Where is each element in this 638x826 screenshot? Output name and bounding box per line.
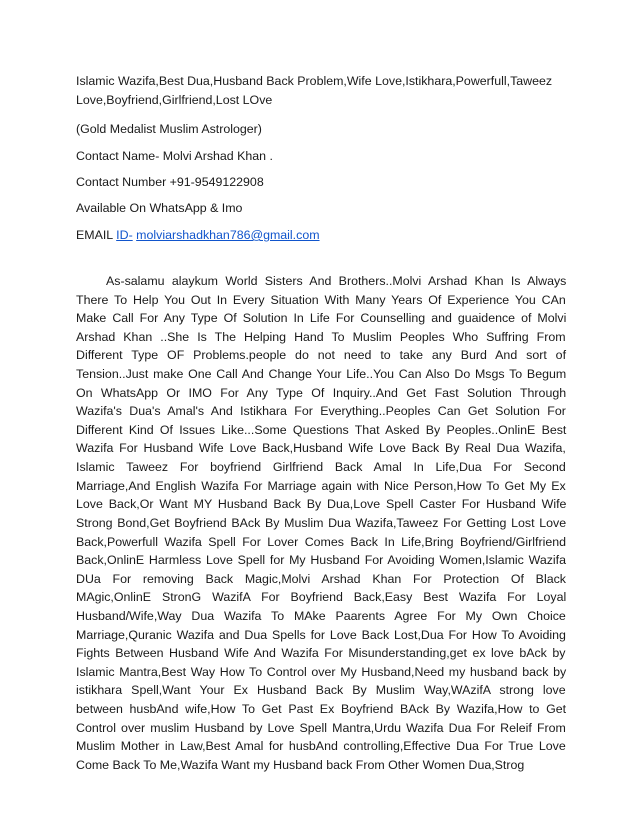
- body-line: Love Back,Or Want MY Husband Back By Dua,Love Spell Caster For Husband Wife: [76, 497, 567, 512]
- title-line-1: Islamic Wazifa,Best Dua,Husband Back Problem,Wife Love,Istikhara,Powerfull,Taweez: [76, 74, 553, 88]
- body-line: Different Type OF Problems.people do not need to take any Burd And sort of: [76, 348, 567, 363]
- subtitle: (Gold Medalist Muslim Astrologer): [76, 122, 262, 136]
- body-line: Make Call For Any Type Of Solution In Life For Counselling and guaidence of Molvi: [76, 311, 567, 326]
- body-line: Different Kind Of Issues Like...Some Questions That Asked By Peoples..OnlinE Best: [76, 422, 567, 437]
- body-line: Tension..Just make One Call And Change Your Life..You Can Also Do Msgs To Begum: [76, 367, 567, 382]
- contact-name: Contact Name- Molvi Arshad Khan .: [76, 149, 273, 163]
- body-line: DUa For removing Back Magic,Molvi Arshad Khan For Protection Of Black: [76, 571, 566, 586]
- title-line-2: Love,Boyfriend,Girlfriend,Lost LOve: [76, 93, 273, 107]
- body-line: Strong Bond,Get Boyfriend BAck By Muslim Dua Wazifa,Taweez For Getting Lost Love: [76, 515, 567, 530]
- availability: Available On WhatsApp & Imo: [76, 201, 243, 215]
- body-line: On WhatsApp Or IMO For Any Type Of Inquiry..And Get Fast Solution Through: [76, 385, 567, 400]
- body-line: There To Help You Out In Every Situation With Many Years Of Experience You CAn: [76, 292, 566, 307]
- body-line: Arshad Khan ..She Is The Helping Hand To Muslim Peoples Who Suffring From: [76, 329, 566, 344]
- body-line: Islamic Taweez For boyfriend Girlfriend Back Amal In Life,Dua For Second: [76, 460, 566, 475]
- body-line: Marriage,Quranic Wazifa and Dua Spells for Love Back Lost,Dua For How To Avoiding: [76, 627, 566, 642]
- email-prefix: EMAIL: [76, 228, 117, 242]
- body-line: between husbAnd wife,How To Get Past Ex Boyfriend BAck By Wazifa,How to Get: [76, 702, 567, 717]
- body-line: Fights Between Husband Wife And Wazifa For Misunderstanding,get ex love bAck by: [76, 646, 566, 661]
- body-line: Come Back To Me,Wazifa Want my Husband back From Other Women Dua,Strog: [76, 757, 525, 772]
- email-line: [76, 227, 320, 243]
- body-line: Husband/Wife,Way Dua Wazifa To MAke Paarents Agree For My Own Choice: [76, 608, 566, 623]
- body-line: Back,Powerfull Wazifa Spell For Lover Comes Back In Life,Bring Boyfriend/Girlfriend: [76, 534, 566, 549]
- body-paragraph: [76, 272, 566, 774]
- email-id-link[interactable]: ID-: [116, 228, 133, 242]
- body-line: Islamic Mantra,Best Way How To Control over My Husband,Need my husband back by: [76, 664, 567, 679]
- body-line: Wazifa For Husband Wife Love Back,Husband Wife Love Back By Real Dua Wazifa,: [76, 441, 566, 456]
- body-line: Wazifa's Dua's Amal's And Istikhara For Everything..Peoples Can Get Solution For: [76, 404, 566, 419]
- body-line: As-salamu alaykum World Sisters And Brothers..Molvi Arshad Khan Is Always: [106, 274, 567, 288]
- email-address-link[interactable]: molviarshadkhan786@gmail.com: [136, 228, 320, 242]
- body-line: Marriage,And English Wazifa For Marriage again with Nice Person,How To Get My Ex: [76, 478, 566, 493]
- body-line: MAgic,OnlinE StronG WazifA For Boyfriend Back,Easy Best Wazifa For Loyal: [76, 590, 567, 605]
- body-line: Back,OnlinE Harmless Love Spell for My Husband For Avoiding Women,Islamic Wazifa: [76, 553, 566, 568]
- body-line: istikhara Spell,Want Your Ex Husband Back By Muslim Way,WAzifA strong love: [76, 683, 566, 698]
- body-line: Control over muslim Husband by Love Spell Mantra,Urdu Wazifa Dua For Releif From: [76, 720, 566, 735]
- body-line: Muslim Mother in Law,Best Amal for husbAnd controlling,Effective Dua For True Love: [76, 739, 566, 754]
- contact-number: Contact Number +91-9549122908: [76, 175, 264, 189]
